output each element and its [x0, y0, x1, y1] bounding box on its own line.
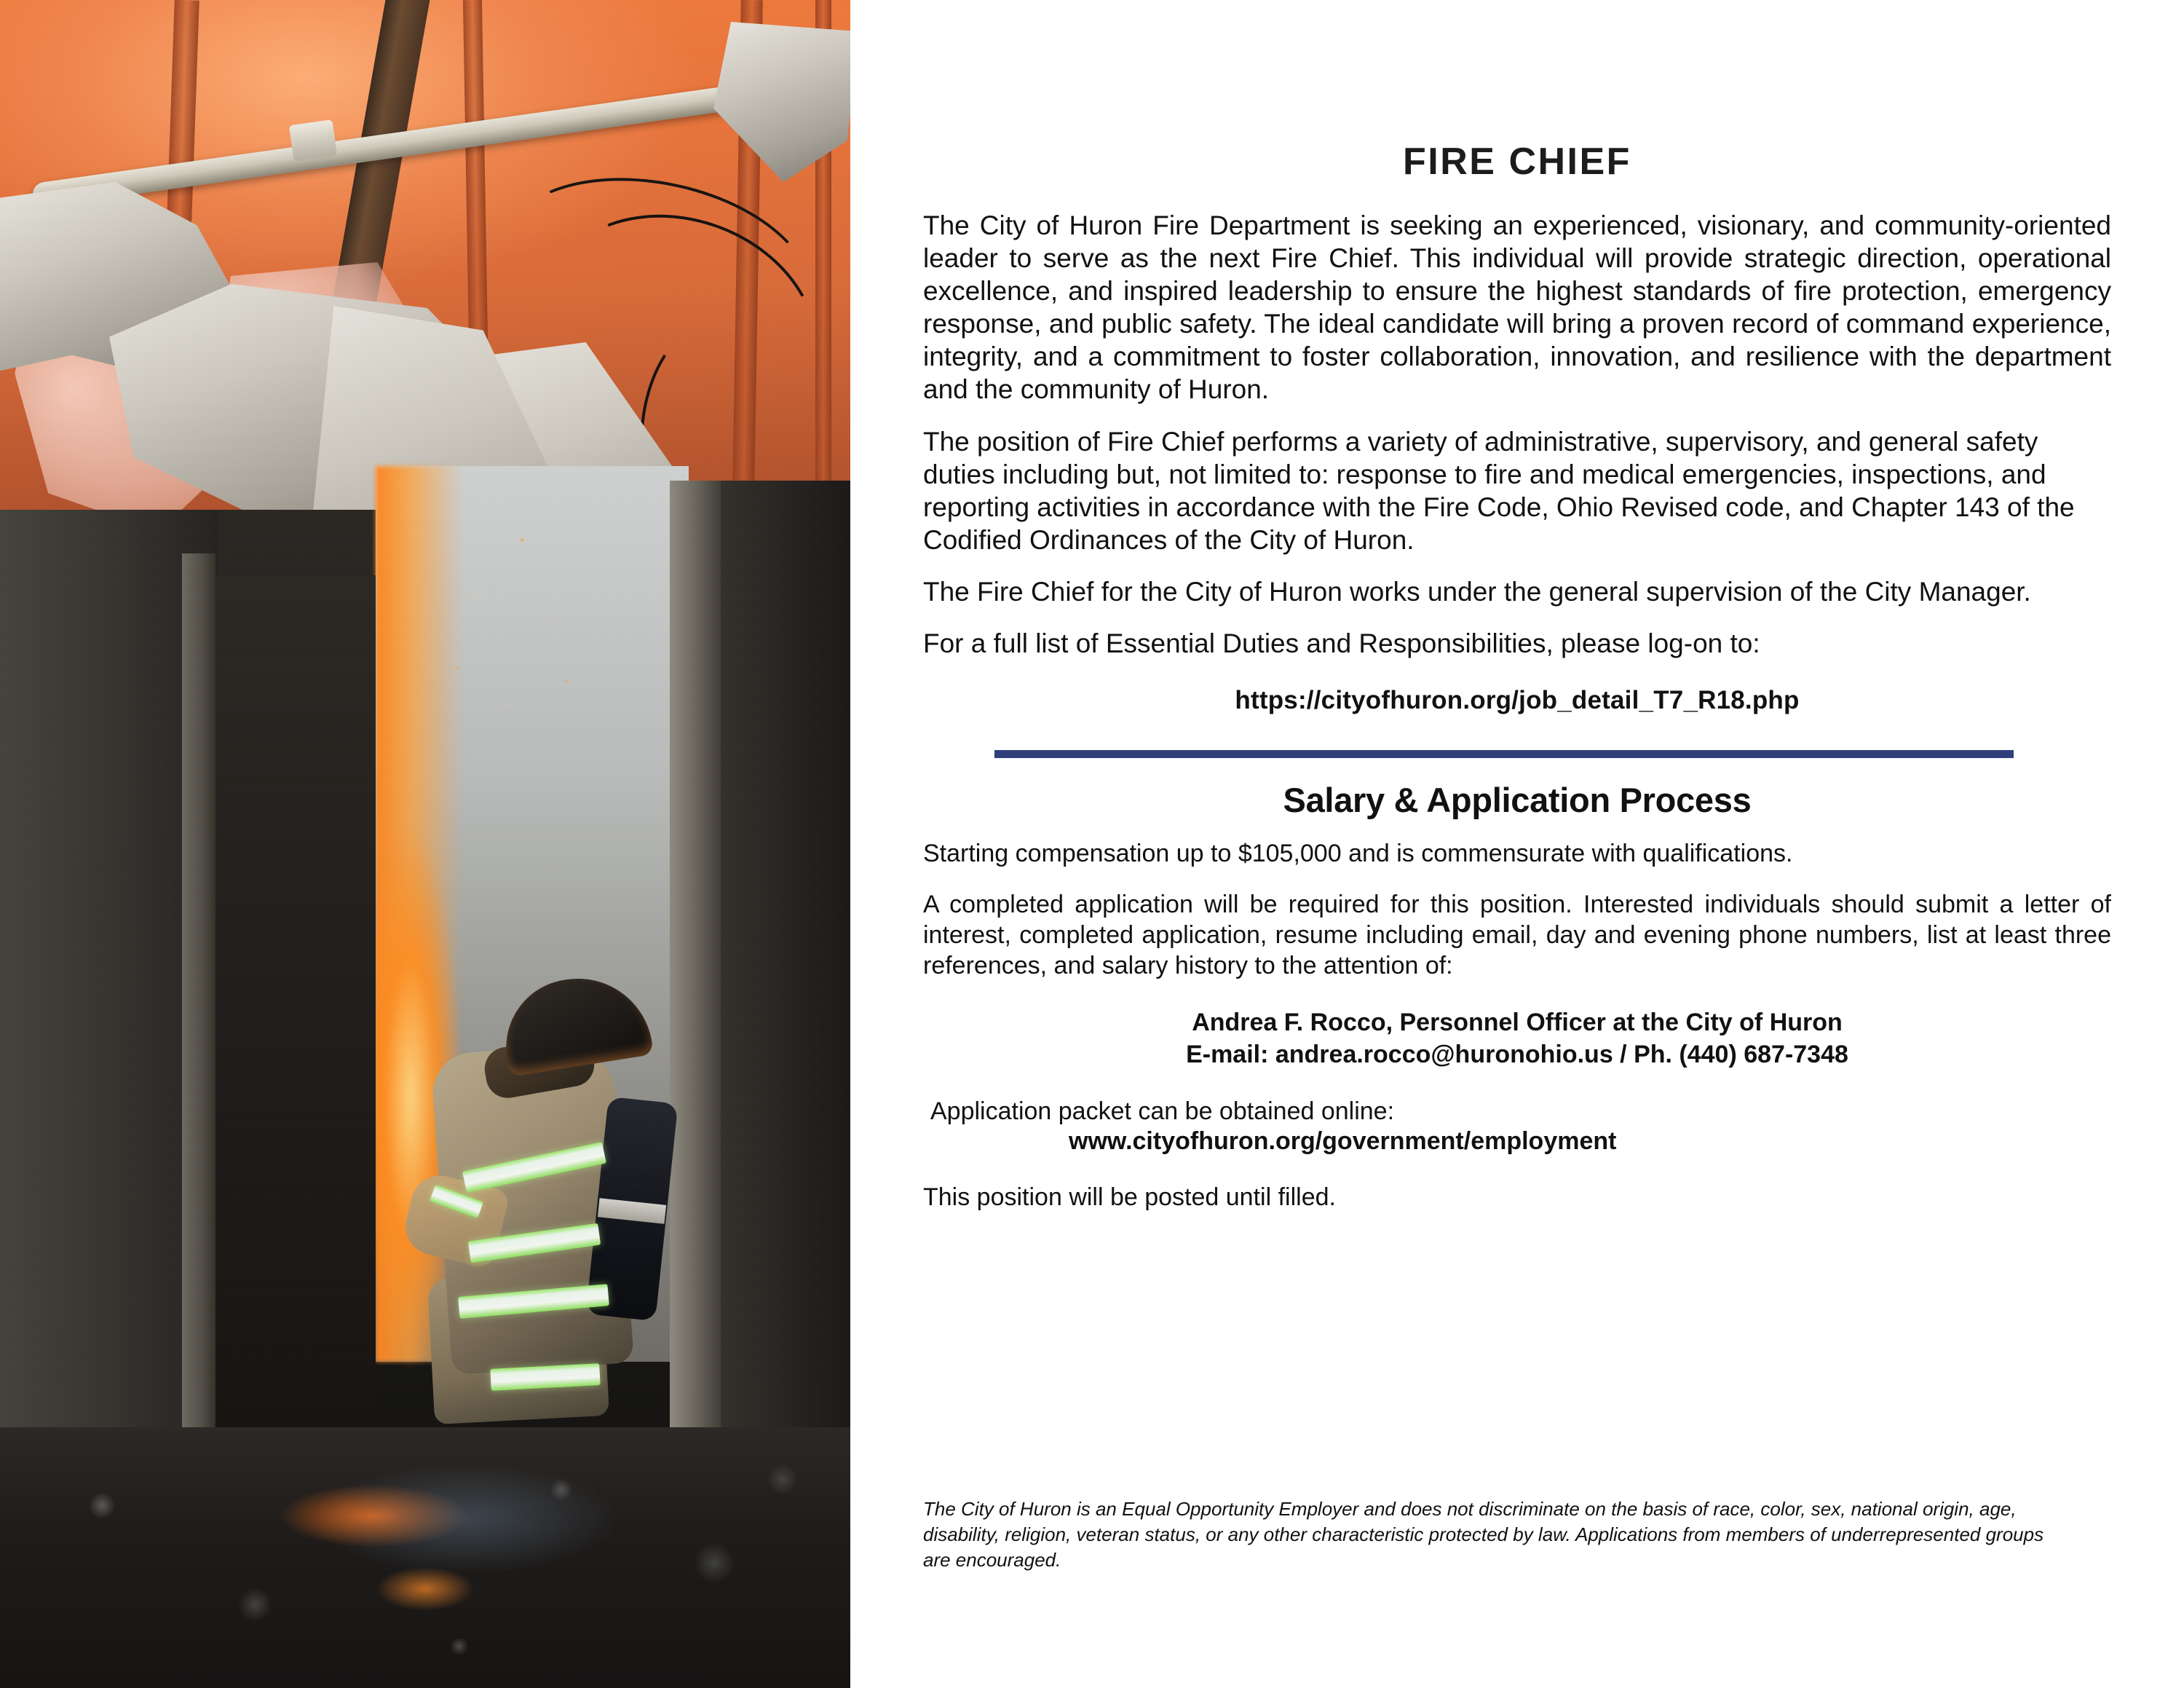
application-packet-link[interactable]: www.cityofhuron.org/government/employment: [1069, 1127, 1617, 1156]
text-column-inner: [923, 0, 2111, 1212]
application-instructions: A completed application will be required for this position. Interested individuals should submit a letter of interest, completed application, resume including email, day and evening phone numbers, list at least three references, and salary history to the attention of:: [923, 891, 2111, 979]
firefighter: [415, 961, 692, 1442]
door-frame-left: [182, 553, 215, 1515]
essential-duties-prompt: For a full list of Essential Duties and Responsibilities, please log-on to:: [923, 628, 1760, 659]
water-puddle: [313, 1464, 619, 1573]
footer-region: [923, 1496, 2088, 1572]
embers: [393, 510, 641, 816]
posting-text-column: [850, 0, 2184, 1688]
intro-paragraph: The City of Huron Fire Department is seeking an experienced, visionary, and community-oriented leader to serve as the next Fire Chief. This individual will provide strategic direction, operational excellence, and inspired leadership to ensure the highest standards of fire protection, emergency response, and public safety. The ideal candidate will bring a proven record of command experience, integrity, and a commitment to foster collaboration, innovation, and resilience with the department and the community of Huron.: [923, 210, 2111, 405]
contact-email-phone[interactable]: E-mail: andrea.rocco@huronohio.us / Ph. (440) 687-7348: [1186, 1041, 1848, 1069]
job-detail-link[interactable]: https://cityofhuron.org/job_detail_T7_R18.php: [1235, 686, 1800, 715]
fire-scene-photo: [0, 0, 850, 1688]
application-packet-label: Application packet can be obtained online:: [930, 1097, 1395, 1126]
duties-paragraph: The position of Fire Chief performs a variety of administrative, supervisory, and general safety duties including but, not limited to: response to fire and medical emergencies, inspections, and reporting activities in accordance with the Fire Code, Ohio Revised code, and Chapter 143 of the Codified Ordinances of the City of Huron.: [923, 426, 2075, 555]
salary-section-heading: Salary & Application Process: [1283, 781, 1752, 820]
supervision-paragraph: The Fire Chief for the City of Huron works under the general supervision of the City Manager.: [923, 577, 2031, 607]
posting-status: This position will be posted until filled.: [923, 1183, 1336, 1212]
contact-block: [923, 1006, 2111, 1072]
right-wall: [721, 481, 850, 1529]
eeo-statement: The City of Huron is an Equal Opportunity Employer and does not discriminate on the basis of race, color, sex, national origin, age, disability, religion, veteran status, or any other characteristic protected by law. Applications from members of underrepresented groups are encouraged.: [923, 1498, 2044, 1571]
pipe-joint: [289, 119, 337, 162]
section-divider: [994, 750, 2014, 758]
compensation-text: Starting compensation up to $105,000 and is commensurate with qualifications.: [923, 840, 1793, 868]
contact-name: Andrea F. Rocco, Personnel Officer at the City of Huron: [1192, 1008, 1843, 1036]
dark-doorway: [215, 575, 376, 1507]
firefighter-helmet: [496, 968, 654, 1077]
page-title: FIRE CHIEF: [1403, 141, 1631, 183]
